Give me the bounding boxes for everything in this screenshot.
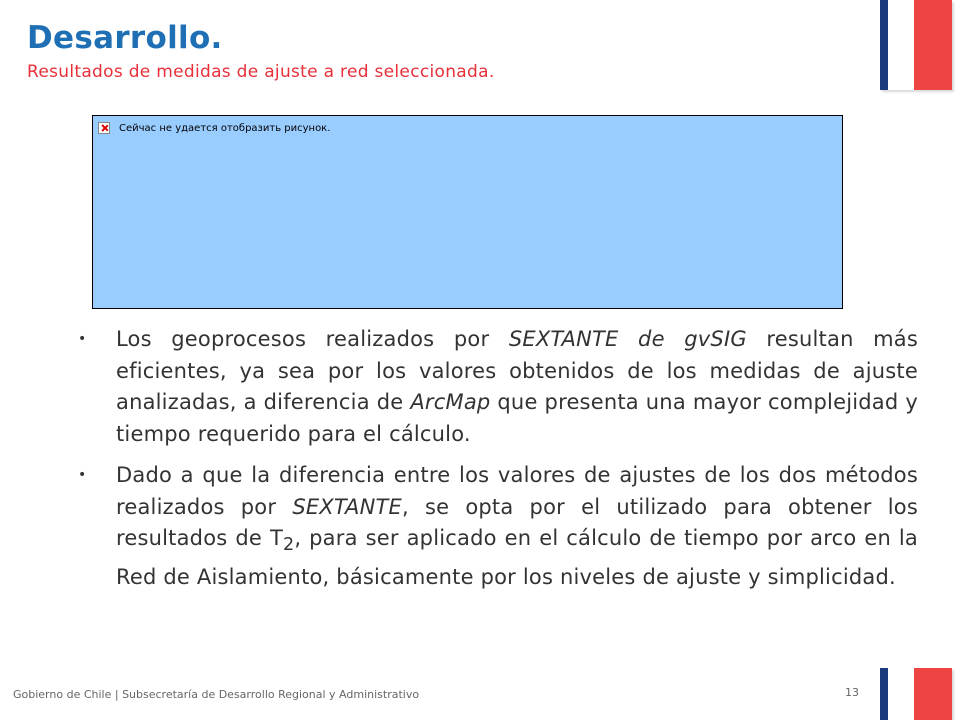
chile-flag-top-decoration	[880, 0, 952, 90]
slide-subtitle: Resultados de medidas de ajuste a red seleccionada.	[27, 62, 495, 82]
broken-image-x-icon	[98, 122, 110, 134]
bullet-dot-icon: •	[78, 467, 87, 483]
bullet-item: • Los geoprocesos realizados por SEXTANTE de gvSIG resultan más eficientes, ya sea por los valores obtenidos de los medidas de ajuste analizadas, a diferencia de ArcMap que presenta una mayor complejidad y tiempo requerido para el cálculo.	[78, 324, 918, 450]
footer-text: Gobierno de Chile | Subsecretaría de Desarrollo Regional y Administrativo	[13, 688, 420, 701]
chile-flag-bottom-decoration	[880, 668, 952, 720]
bullet-item: • Dado a que la diferencia entre los valores de ajustes de los dos métodos realizados por SEXTANTE, se opta por el utilizado para obtener los resultados de $T_2$, para ser aplicado en el cálculo de tiempo por arco en la Red de Aislamiento, básicamente por los niveles de ajuste y simplicidad.	[78, 460, 918, 593]
bullet-dot-icon: •	[78, 331, 87, 347]
image-error-message: Сейчас не удается отобразить рисунок.	[119, 122, 331, 134]
bullet-list	[78, 324, 918, 603]
page-number: 13	[845, 686, 859, 699]
slide-title: Desarrollo.	[27, 20, 223, 56]
image-placeholder	[92, 115, 843, 309]
